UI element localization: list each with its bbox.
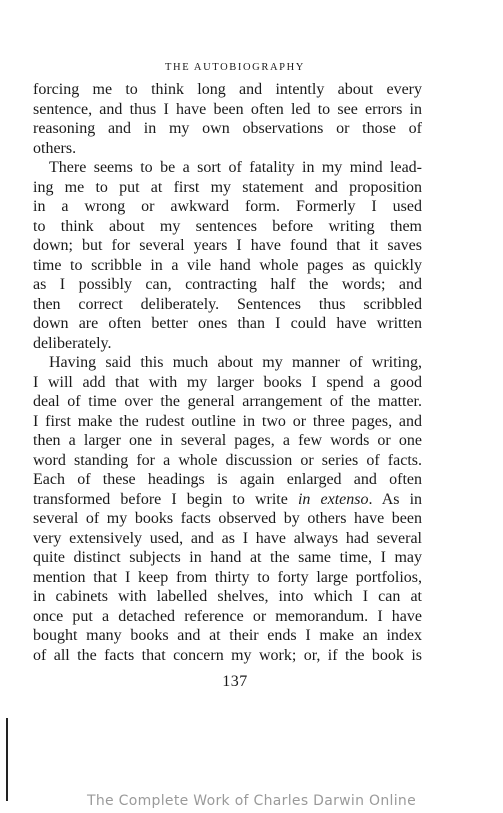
text-line: down; but for several years I have found that it saves: [33, 237, 422, 254]
text-line: deliberately.: [33, 334, 112, 352]
body-text: [33, 80, 422, 665]
paragraph: [33, 353, 422, 665]
text-line: once put a detached reference or memorandum. I have: [33, 607, 422, 625]
text-line: Having said this much about my manner of writing,: [49, 354, 422, 371]
text-line: very extensively used, and as I have always had several: [33, 529, 422, 547]
text-line: others.: [33, 139, 77, 157]
text-line: as I possibly can, contracting half the words; and: [33, 276, 422, 293]
text-line: quite distinct subjects in hand at the same time, I may: [33, 549, 422, 566]
text-line: There seems to be a sort of fatality in my mind lead-: [49, 159, 422, 176]
text-line: Each of these headings is again enlarged and often: [33, 471, 422, 488]
text-line: transformed before I begin to write in extenso. As in: [33, 490, 423, 508]
text-line: bought many books and at their ends I make an index: [33, 627, 422, 644]
text-line: mention that I keep from thirty to forty large portfolios,: [33, 568, 422, 586]
scan-edge-line: [6, 718, 8, 801]
text-line: to think about my sentences before writing them: [33, 217, 422, 235]
text-line: sentence, and thus I have been often led to see errors in: [33, 100, 422, 118]
text-line: time to scribble in a vile hand whole pages as quickly: [33, 256, 422, 274]
text-line: I first make the rudest outline in two or three pages, and: [33, 412, 422, 430]
text-line: word standing for a whole discussion or series of facts.: [33, 451, 422, 469]
text-line: forcing me to think long and intently about every: [33, 81, 422, 98]
text-line: in a wrong or awkward form. Formerly I used: [33, 198, 422, 215]
text-line: ing me to put at first my statement and proposition: [33, 178, 422, 196]
text-line: in cabinets with labelled shelves, into which I can at: [33, 588, 422, 605]
paragraph: [33, 158, 422, 353]
text-line: of all the facts that concern my work; or, if the book is: [33, 646, 422, 664]
text-line: reasoning and in my own observations or those of: [33, 120, 422, 137]
text-line: then a larger one in several pages, a few words or one: [33, 432, 422, 449]
paragraph: [33, 80, 422, 158]
text-line: deal of time over the general arrangement of the matter.: [33, 393, 422, 410]
page-number: 137: [222, 673, 248, 690]
text-line: I will add that with my larger books I spend a good: [33, 373, 422, 391]
running-head: THE AUTOBIOGRAPHY: [165, 62, 305, 73]
text-line: then correct deliberately. Sentences thus scribbled: [33, 295, 422, 313]
footer-credit: The Complete Work of Charles Darwin Online: [86, 793, 417, 809]
text-line: down are often better ones than I could have written: [33, 315, 422, 332]
text-line: several of my books facts observed by others have been: [33, 510, 422, 527]
